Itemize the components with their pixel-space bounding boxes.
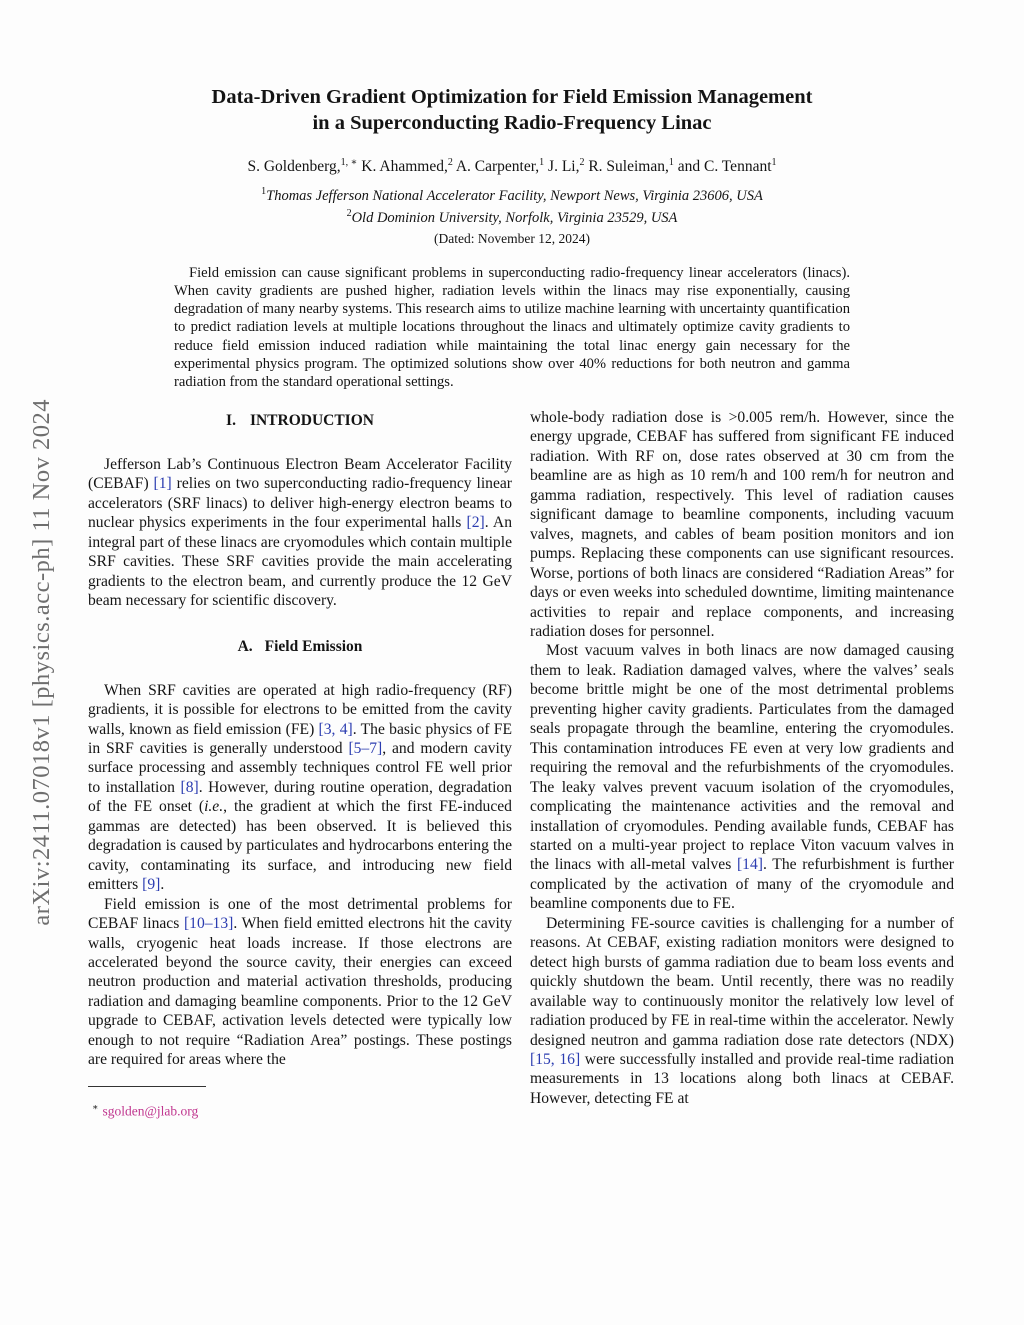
paper-title bbox=[0, 84, 1024, 136]
section-title: INTRODUCTION bbox=[249, 412, 374, 429]
citation-link[interactable]: [8] bbox=[180, 778, 199, 796]
citation-link[interactable]: [1] bbox=[153, 475, 172, 493]
footnote-block bbox=[88, 1086, 512, 1120]
affiliation-2: $^2$Old Dominion University, Norfolk, Virginia 23529, USA bbox=[346, 207, 678, 226]
paragraph-intro-1: Jefferson Lab’s Continuous Electron Beam Accelerator Facility (CEBAF) [1] relies on two superconducting radio-frequency linear accelerators (SRF linacs) to deliver high-energy electron beams to nuclear physics experiments in the four experimental halls [2]. An integral part of these linacs are cryomodules which contain multiple SRF cavities. These SRF cavities provide the main accelerating gradients to the electron beam, and currently produce the 12 GeV beam necessary for scientific discovery. bbox=[88, 456, 512, 610]
citation-link[interactable]: [14] bbox=[736, 856, 763, 874]
affiliations bbox=[0, 183, 1024, 227]
citation-link[interactable]: [10–13] bbox=[183, 915, 234, 933]
footnote-marker: ∗ bbox=[92, 1102, 99, 1113]
paragraph-field-emission-2: Field emission is one of the most detrimental problems for CEBAF linacs [10–13]. When field emitted electrons hit the cavity walls, cryogenic heat loads increase. If those electrons are accelerated beyond the source cavity, their energies can exceed neutron production and material activation thresholds, producing radiation and damaging beamline components. Prior to the 12 GeV upgrade to CEBAF, activation levels detected were typically low enough to not require “Radiation Area” postings. These postings are required for areas where the bbox=[88, 895, 512, 1069]
subsection-heading-field-emission bbox=[88, 638, 512, 656]
left-column bbox=[88, 408, 512, 1119]
citation-link[interactable]: [3, 4] bbox=[318, 720, 353, 738]
arxiv-watermark-label: arXiv:2411.07018v1 [physics.acc-ph] 11 Nov 2024 bbox=[28, 399, 55, 926]
authors-line: S. Goldenberg,$^{1, ∗}$ K. Ahammed,$^2$ A. Carpenter,$^1$ J. Li,$^2$ R. Suleiman,$^1$ and C. Tennant$^1$ bbox=[247, 157, 777, 176]
citation-link[interactable]: [9] bbox=[142, 876, 161, 894]
paragraph-right-3: Determining FE-source cavities is challenging for a number of reasons. At CEBAF, existing radiation monitors were designed to detect high bursts of gamma radiation due to beam loss events and quickly shutdown the beam. Until recently, there was no readily available way to continuously monitor the relatively low level of radiation produced by FE in real-time within the accelerator. Newly designed neutron and gamma radiation dose rate detectors (NDX) [15, 16] were successfully installed and provide real-time radiation measurements in 13 locations along both linacs at CEBAF. However, detecting FE at bbox=[530, 914, 954, 1107]
author-email-link[interactable]: sgolden@jlab.org bbox=[102, 1103, 199, 1119]
subsection-title: Field Emission bbox=[264, 637, 363, 655]
citation-link[interactable]: [15, 16] bbox=[530, 1050, 581, 1068]
arxiv-watermark-column bbox=[16, 0, 68, 1325]
section-heading-introduction bbox=[88, 412, 512, 430]
section-number: I. bbox=[226, 412, 236, 429]
paragraph-right-1: whole-body radiation dose is >0.005 rem/h. However, since the energy upgrade, CEBAF has suffered from significant FE induced radiation. With RF on, dose rates observed at 30 cm from the beamline are as high as 10 rem/h and 100 rem/h for neutron and gamma radiation, respectively. This level of radiation causes significant damage to beamline components, including vacuum valves, magnets, and cables of beam position monitors and ion pumps. Replacing these components can use significant resources. Worse, portions of both linacs are considered “Radiation Areas” for days or even weeks into scheduled downtime, limiting maintenance activities to repair and replace components, and increasing radiation doses for personnel. bbox=[530, 409, 954, 640]
paper-title-line2: in a Superconducting Radio-Frequency Linac bbox=[312, 112, 712, 134]
affiliation-1: $^1$Thomas Jefferson National Accelerator Facility, Newport News, Virginia 23606, USA bbox=[261, 186, 763, 204]
paragraph-right-2: Most vacuum valves in both linacs are now damaged causing them to leak. Radiation damaged valves, where the valves’ seals become brittle might be one of the most detrimental problems preventing higher cavity gradients. Particulates from the damaged seals propagate through the beamline, entering the cryomodules. This contamination introduces FE even at very low gradients and requiring the removal and the refurbishments of the cryomodules. The leaky valves prevent vacuum isolation of the cryomodules, complicating the maintenance activities and the removal and installation of cryomodules. Pending available funds, CEBAF has started on a multi-year project to replace Viton vacuum valves in the linacs with all-metal valves [14]. The refurbishment is further complicated by the activation of many of the cryomodule and beamline components due to FE. bbox=[530, 642, 954, 913]
citation-link[interactable]: [2] bbox=[466, 514, 485, 532]
dated-line: (Dated: November 12, 2024) bbox=[434, 230, 590, 246]
footnote-line bbox=[88, 1102, 512, 1120]
paper-title-line1: Data-Driven Gradient Optimization for Field Emission Management bbox=[211, 86, 813, 108]
footnote-rule bbox=[88, 1086, 206, 1087]
abstract-text: Field emission can cause significant problems in superconducting radio-frequency linear accelerators (linacs). When cavity gradients are pushed higher, radiation levels within the linacs may rise exponentially, causing degradation of many nearby systems. This research aims to utilize machine learning with uncertainty quantification to predict radiation levels at multiple locations throughout the linacs and ultimately optimize cavity gradients to reduce field emission induced radiation while maintaining the total linac energy gain necessary for the experimental physics program. The optimized solutions show over 40% reductions for both neutron and gamma radiation from the standard operational settings. bbox=[174, 264, 850, 391]
subsection-number: A. bbox=[237, 637, 253, 655]
paper-header bbox=[0, 0, 1024, 247]
citation-link[interactable]: [5–7] bbox=[348, 739, 383, 757]
right-column bbox=[530, 408, 954, 1119]
body-columns bbox=[88, 408, 954, 1119]
paragraph-field-emission-1: When SRF cavities are operated at high radio-frequency (RF) gradients, it is possible for electrons to be emitted from the cavity walls, known as field emission (FE) [3, 4]. The basic physics of FE in SRF cavities is generally understood [5–7], and modern cavity surface processing and assembly techniques control FE well prior to installation [8]. However, during routine operation, degradation of the FE onset (i.e., the gradient at which the first FE-induced gammas are detected) has been observed. It is believed this degradation is caused by particulates and hydrocarbons entering the cavity, contaminating its surface, and introducing new field emitters [9]. bbox=[88, 681, 512, 894]
